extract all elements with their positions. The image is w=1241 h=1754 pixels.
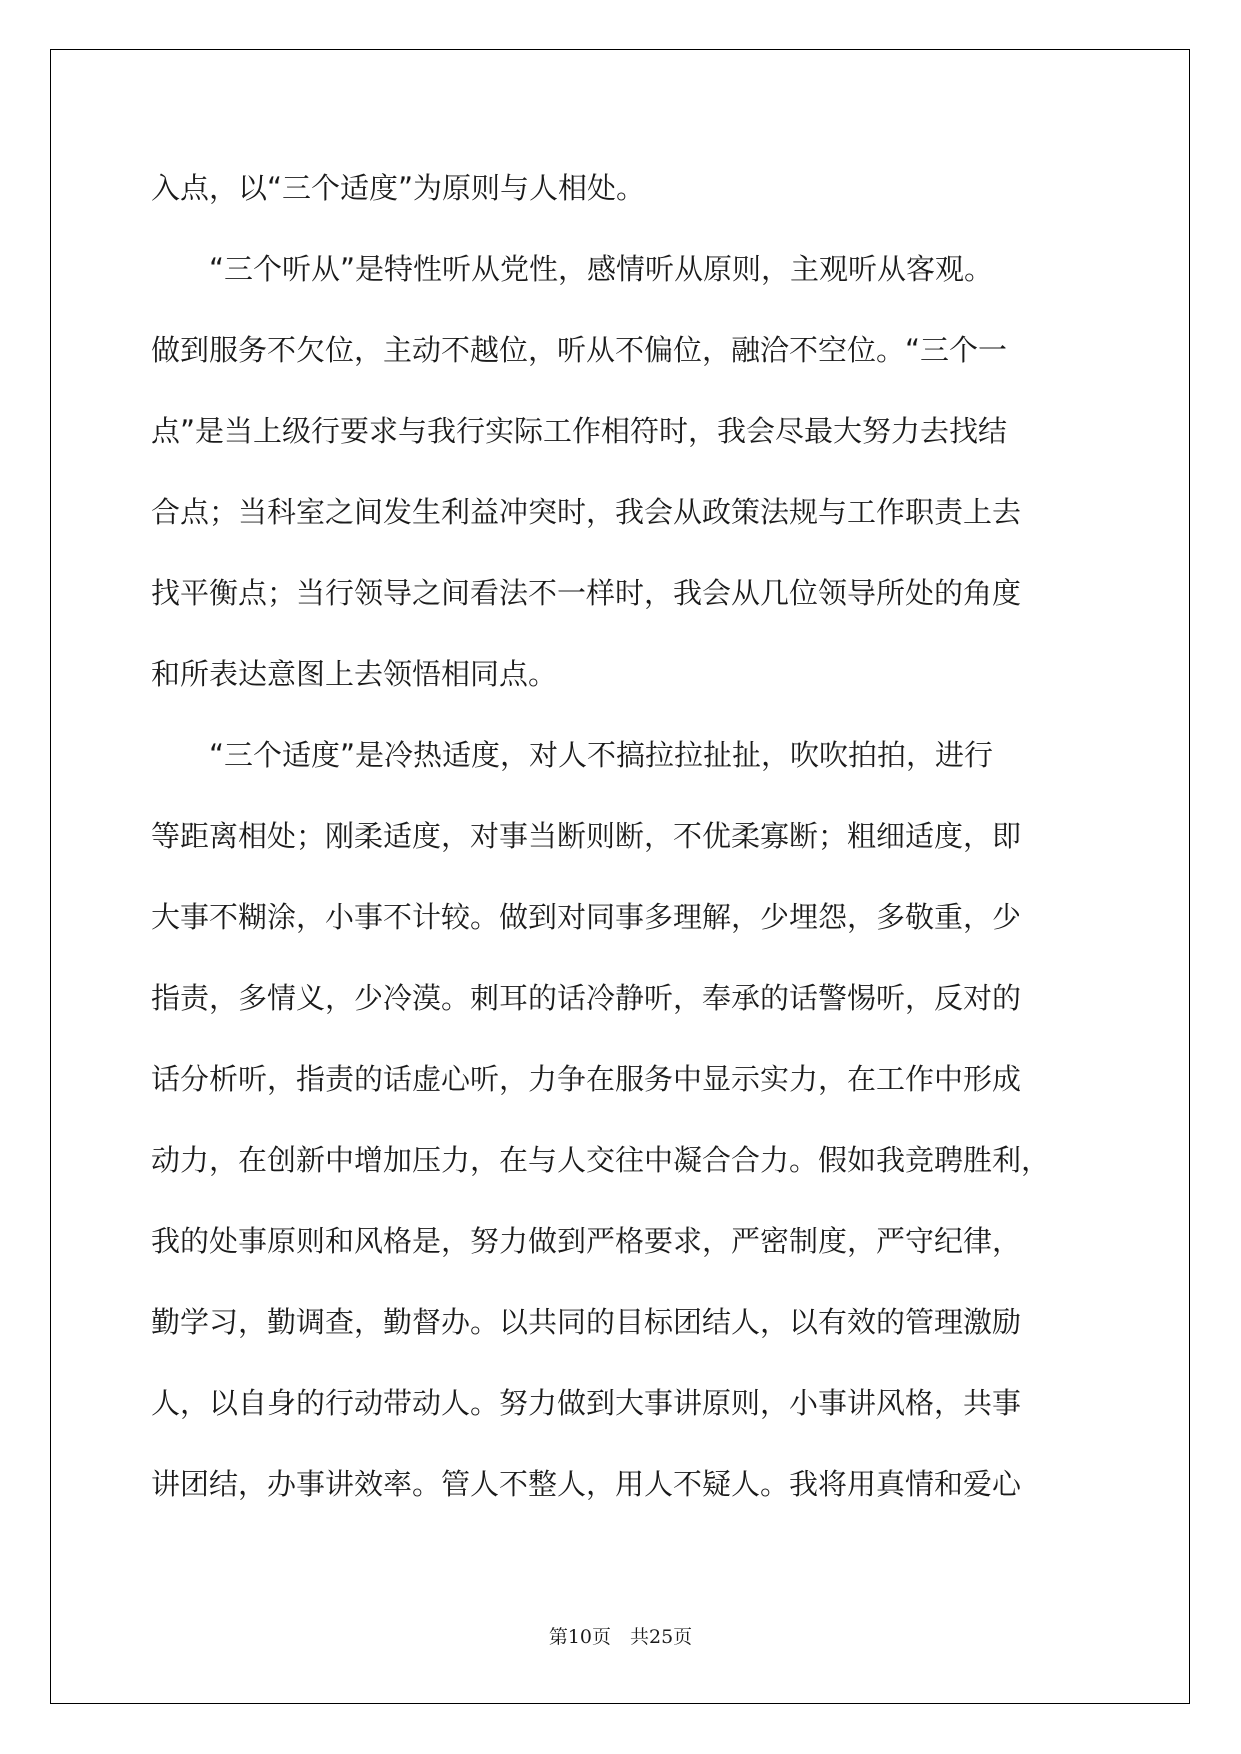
text-line: 点”是当上级行要求与我行实际工作相符时，我会尽最大努力去找结 xyxy=(151,414,1008,448)
text-line: 动力，在创新中增加压力，在与人交往中凝合合力。假如我竞聘胜利， xyxy=(151,1143,1051,1177)
text-line: 我的处事原则和风格是，努力做到严格要求，严密制度，严守纪律， xyxy=(151,1224,1022,1258)
text-line: 讲团结，办事讲效率。管人不整人，用人不疑人。我将用真情和爱心 xyxy=(151,1467,1022,1501)
text-line: 话分析听，指责的话虚心听，力争在服务中显示实力，在工作中形成 xyxy=(151,1062,1022,1096)
text-line: 大事不糊涂，小事不计较。做到对同事多理解，少埋怨，多敬重，少 xyxy=(151,900,1022,934)
text-line: 勤学习，勤调查，勤督办。以共同的目标团结人，以有效的管理激励 xyxy=(151,1305,1022,1339)
text-line: 人，以自身的行动带动人。努力做到大事讲原则，小事讲风格，共事 xyxy=(151,1386,1022,1420)
document-body xyxy=(151,162,1111,1539)
paragraph-start-line: “三个适度”是冷热适度，对人不搞拉拉扯扯，吹吹拍拍，进行 xyxy=(209,738,994,772)
text-line: 指责，多情义，少冷漠。刺耳的话冷静听，奉承的话警惕听，反对的 xyxy=(151,981,1022,1015)
text-line: 入点，以“三个适度”为原则与人相处。 xyxy=(151,171,646,205)
text-line: 找平衡点；当行领导之间看法不一样时，我会从几位领导所处的角度 xyxy=(151,576,1022,610)
text-line: 等距离相处；刚柔适度，对事当断则断，不优柔寡断；粗细适度，即 xyxy=(151,819,1022,853)
text-line: 和所表达意图上去领悟相同点。 xyxy=(151,657,558,691)
text-line: 做到服务不欠位，主动不越位，听从不偏位，融洽不空位。“三个一 xyxy=(151,333,1008,367)
page-number: 第10页 共25页 xyxy=(548,1626,693,1648)
paragraph-start-line: “三个听从”是特性听从党性，感情听从原则，主观听从客观。 xyxy=(209,252,994,286)
text-line: 合点；当科室之间发生利益冲突时，我会从政策法规与工作职责上去 xyxy=(151,495,1022,529)
